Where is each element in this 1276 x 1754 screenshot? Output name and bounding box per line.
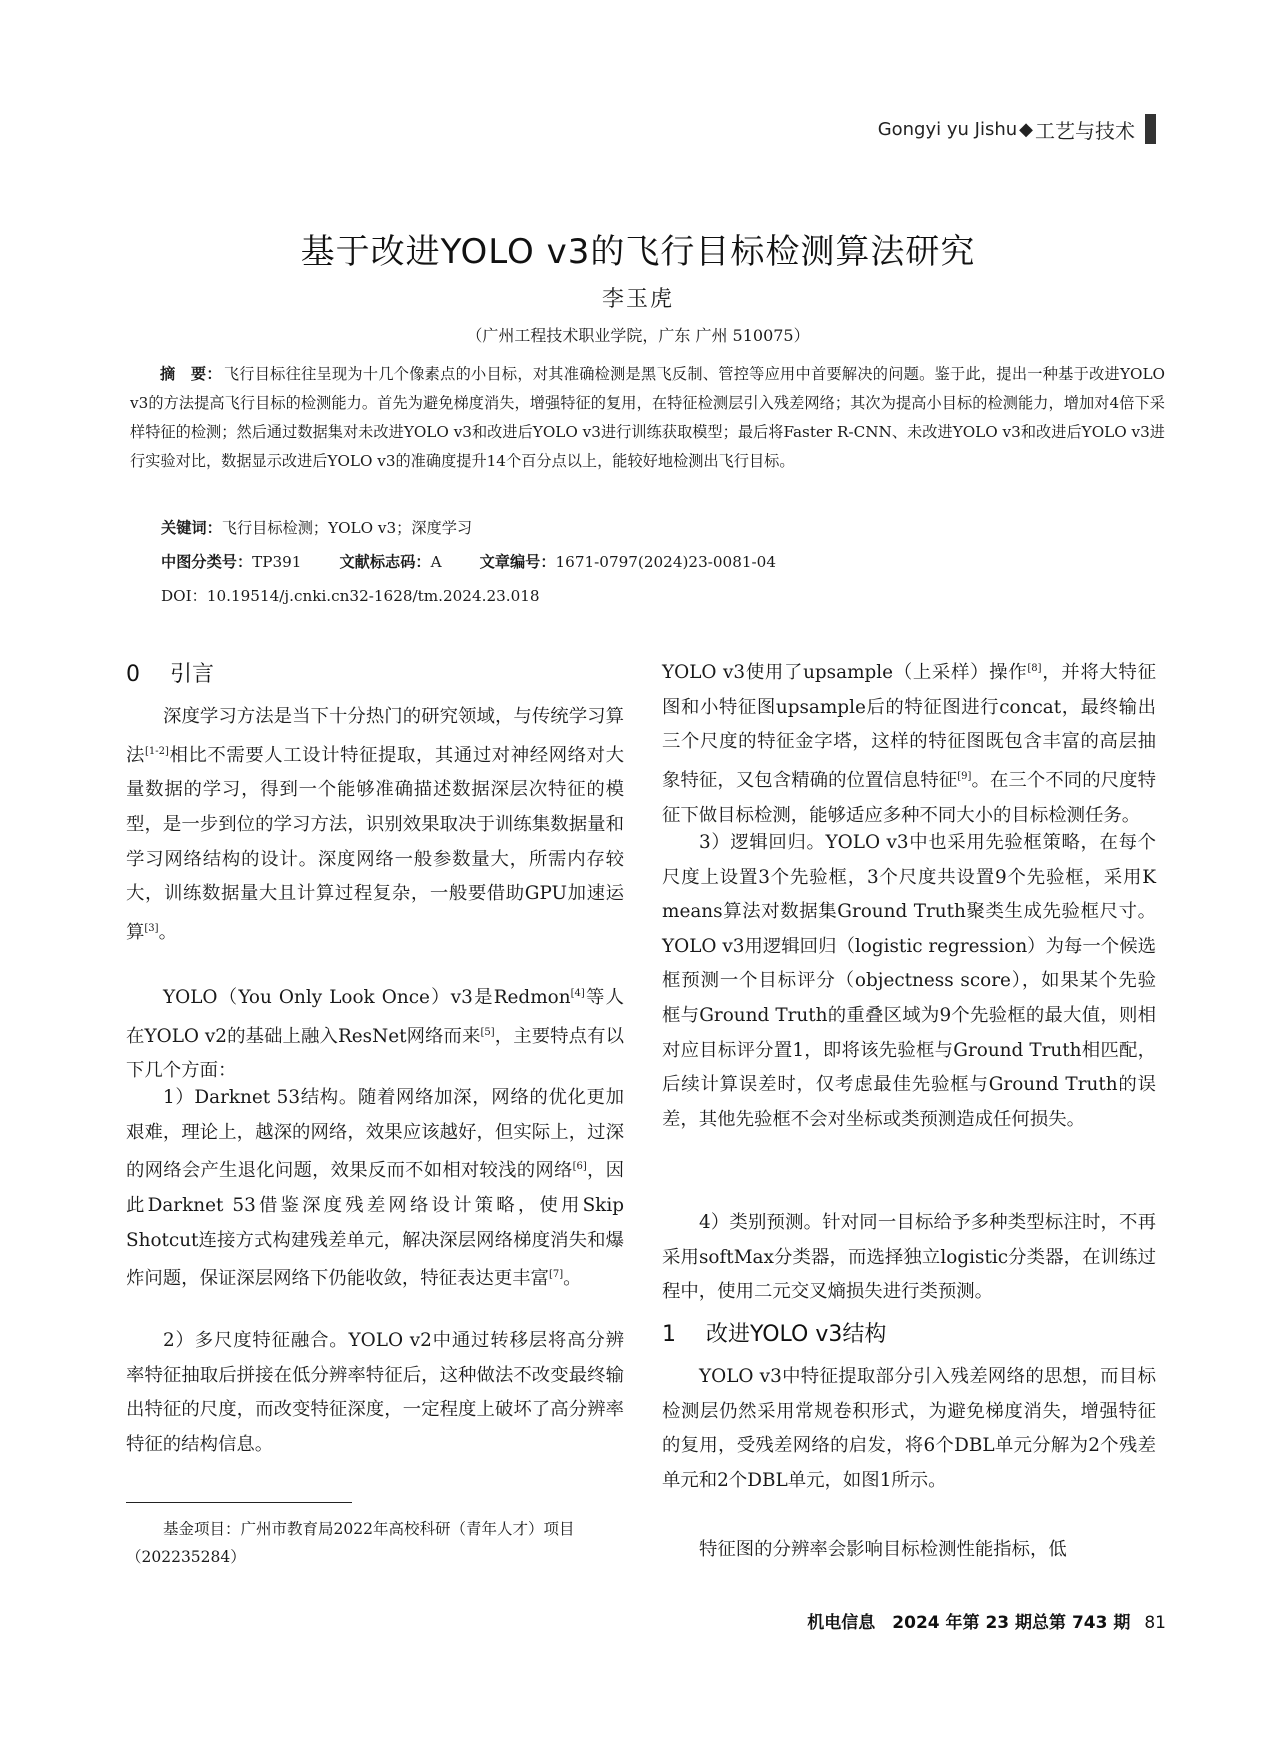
doi: [161, 585, 540, 606]
classification: [161, 551, 776, 572]
right-paragraph-5: 特征图的分辨率会影响目标检测性能指标，低: [699, 1539, 1067, 1560]
keywords-text: 飞行目标检测；YOLO v3；深度学习: [221, 519, 473, 537]
right-paragraph-2: 3）逻辑回归。YOLO v3中也采用先验框策略，在每个尺度上设置3个先验框，3个尺度共设置9个先验框，采用K means算法对数据集Ground Truth聚类生成先验框尺寸。YOLO v3用逻辑回归（logistic regression）为每一个候选框预测一个目标评分（objectness score），如果某个先验框与Ground Truth的重叠区域为9个先验框的最大值，则相对应目标评分置1，即将该先验框与Ground Truth相匹配，后续计算误差时，仅考虑最佳先验框与Ground Truth的误差，其他先验框不会对坐标或类预测造成任何损失。: [662, 832, 1156, 1130]
affiliation: （广州工程技术职业学院，广东 广州 510075）: [466, 326, 810, 345]
right-paragraph-4: YOLO v3中特征提取部分引入残差网络的思想，而目标检测层仍然采用常规卷积形式，为避免梯度消失，增强特征的复用，受残差网络的启发，将6个DBL单元分解为2个残差单元和2个DBL单元，如图1所示。: [662, 1366, 1156, 1491]
right-paragraph-3: 4）类别预测。针对同一目标给予多种类型标注时，不再采用softMax分类器，而选择独立logistic分类器，在训练过程中，使用二元交叉熵损失进行类预测。: [662, 1212, 1156, 1303]
right-paragraph-1: YOLO v3使用了upsample（上采样）操作[8]，并将大特征图和小特征图upsample后的特征图进行concat，最终输出三个尺度的特征金字塔，这样的特征图既包含丰富的高层抽象特征，又包含精确的位置信息特征[9]。在三个不同的尺度特征下做目标检测，能够适应多种不同大小的目标检测任务。: [662, 662, 1156, 826]
running-head-pinyin: Gongyi yu Jishu: [877, 118, 1018, 140]
doc-code-value: A: [430, 553, 442, 571]
running-head-chinese: 工艺与技术: [1035, 118, 1135, 143]
section-heading-1: [662, 1317, 886, 1348]
doi-label: DOI：: [161, 587, 207, 605]
citation[interactable]: [8]: [1027, 663, 1042, 674]
page-footer: [807, 1608, 1166, 1633]
paper-title: 基于改进YOLO v3的飞行目标检测算法研究: [300, 232, 976, 272]
intro-paragraph-1: 深度学习方法是当下十分热门的研究领域，与传统学习算法[1-2]相比不需要人工设计特征提取，其通过对神经网络对大量数据的学习，得到一个能够准确描述数据深层次特征的模型，是一步到位的学习方法，识别效果取决于训练集数据量和学习网络结构的设计。深度网络一般参数量大，所需内存较大，训练数据量大且计算过程复杂，一般要借助GPU加速运算[3]。: [126, 706, 624, 943]
doc-code-label: 文献标志码：: [339, 553, 431, 571]
doi-value: 10.19514/j.cnki.cn32-1628/tm.2024.23.018: [206, 587, 540, 605]
section-number: 0: [126, 662, 140, 687]
section-number: 1: [662, 1322, 676, 1347]
running-head-bar: [1145, 114, 1156, 144]
citation[interactable]: [1-2]: [144, 745, 169, 757]
clc-value: TP391: [252, 553, 302, 571]
citation[interactable]: [5]: [480, 1026, 495, 1038]
citation[interactable]: [9]: [957, 770, 972, 782]
journal-issue: 机电信息 2024 年第 23 期总第 743 期: [807, 1613, 1131, 1633]
running-head: [878, 114, 1156, 144]
abstract: [130, 360, 1165, 476]
section-title: 改进YOLO v3结构: [706, 1322, 887, 1347]
article-number-label: 文章编号：: [479, 553, 556, 571]
keywords-label: 关键词：: [161, 519, 222, 537]
page-number: 81: [1144, 1613, 1166, 1633]
author: 李玉虎: [601, 287, 674, 312]
intro-paragraph-4: 2）多尺度特征融合。YOLO v2中通过转移层将高分辨率特征抽取后拼接在低分辨率特征后，这种做法不改变最终输出特征的尺度，而改变特征深度，一定程度上破坏了高分辨率特征的结构信息。: [126, 1330, 624, 1455]
intro-paragraph-2: YOLO（You Only Look Once）v3是Redmon[4]等人在YOLO v2的基础上融入ResNet网络而来[5]，主要特点有以下几个方面：: [126, 987, 624, 1082]
section-title: 引言: [170, 662, 215, 687]
keywords: [161, 517, 472, 538]
citation[interactable]: [4]: [570, 988, 585, 999]
intro-paragraph-3: 1）Darknet 53结构。随着网络加深，网络的优化更加艰难，理论上，越深的网络，效果应该越好，但实际上，过深的网络会产生退化问题，效果反而不如相对较浅的网络[6]，因此Darknet 53借鉴深度残差网络设计策略，使用Skip Shotcut连接方式构建残差单元，解决深层网络梯度消失和爆炸问题，保证深层网络下仍能收敛，特征表达更丰富[7]。: [126, 1087, 624, 1290]
citation[interactable]: [3]: [144, 922, 159, 934]
citation[interactable]: [7]: [549, 1269, 564, 1281]
footnote: 基金项目：广州市教育局2022年高校科研（青年人才）项目（202235284）: [126, 1520, 575, 1566]
running-head-separator: ◆: [1019, 118, 1033, 140]
citation[interactable]: [6]: [572, 1161, 587, 1173]
abstract-label: 摘 要：: [160, 365, 222, 383]
abstract-text: 飞行目标往往呈现为十几个像素点的小目标，对其准确检测是黑飞反制、管控等应用中首要解决的问题。鉴于此，提出一种基于改进YOLO v3的方法提高飞行目标的检测能力。首先为避免梯度消失，增强特征的复用，在特征检测层引入残差网络；其次为提高小目标的检测能力，增加对4倍下采样特征的检测；然后通过数据集对未改进YOLO v3和改进后YOLO v3进行训练获取模型；最后将Faster R-CNN、未改进YOLO v3和改进后YOLO v3进行实验对比，数据显示改进后YOLO v3的准确度提升14个百分点以上，能较好地检测出飞行目标。: [130, 365, 1166, 470]
article-number-value: 1671-0797(2024)23-0081-04: [555, 553, 777, 571]
footnote-rule: [126, 1502, 352, 1503]
clc-label: 中图分类号：: [161, 553, 253, 571]
section-heading-intro: [126, 657, 214, 688]
